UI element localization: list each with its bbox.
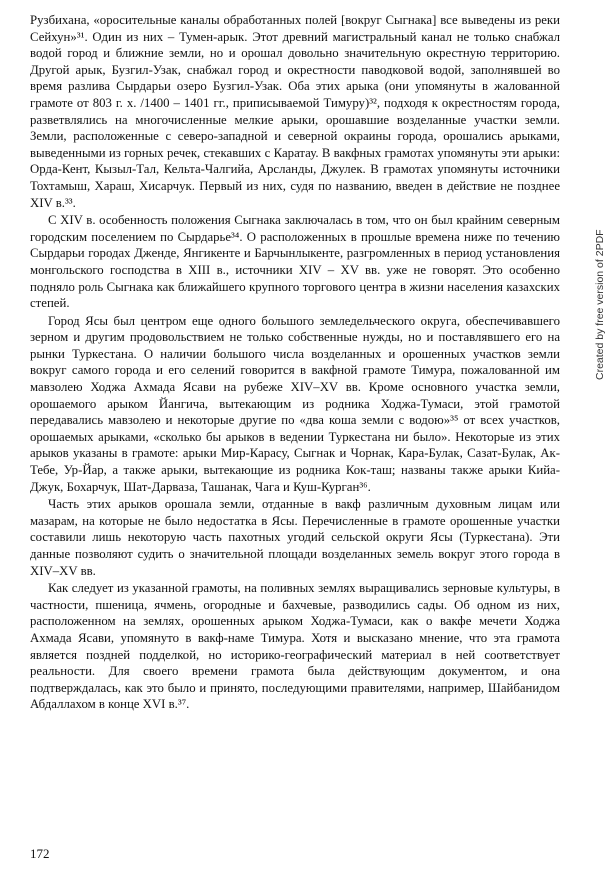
watermark [582,180,606,380]
page-number: 172 [30,846,50,861]
paragraph-5: Как следует из указанной грамоты, на поливных землях выращивались зерновые культуры, в частности, пшеница, ячмень, огородные и бахчевые, разводились сады. Об одном из них, расположенном на землях, орошенных арыком Ходжа-Тумаси, как о вакфе мечети Ходжа Ахмада Ясави, упомянуто в вакф-наме Тимура. Хотя и высказано мнение, что эта грамота является поздней подделкой, но историко-географический материал в ней соответствует реальности. Для своего времени грамота была действующим документом, и она подтверждалась, как это было и принято, последующими правителями, например, Шайбанидом Абдаллахом в конце XVI в.³⁷. [30,581,560,712]
paragraph-1: Рузбихана, «оросительные каналы обработанных полей [вокруг Сыгнака] все выведены из реки Сейхун»³¹. Один из них – Тумен-арык. Этот древний магистральный канал не только снабжал водой город и ближние земли, но и орошал довольно значительную окрестную территорию. Другой арык, Бузгил-Узак, снабжал город и окрестности паводковой водой, заполнявшей во время разлива Сырдарьи озеро Бузгил-Узак. Оба этих арыка (они упомянуты в жалованной грамоте от 803 г. х. /1400 – 1401 гг., приписываемой Тимуру)³², подходя к окрестностям города, разветвлялись на многочисленные мелкие арыки, орошавшие возделанные участки земли. Земли, расположенные с северо-западной и северной окраины города, орошались арыками, выведенными из горных речек, стекавших с Каратау. В вакфных грамотах упомянуты эти арыки: Орда-Кент, Кызыл-Тал, Кельта-Чалгийа, Арсланды, Джулек. В грамотах упомянуты источники Тохтамыш, Хараш, Хисарчук. Первый из них, судя по названию, введен в действие не позднее XIV в.³³. [30,13,560,210]
paragraph-4: Часть этих арыков орошала земли, отданные в вакф различным духовным лицам или мазарам, на которые не было недостатка в Ясы. Перечисленные в грамоте орошенные участки составили лишь некоторую часть пахотных угодий сельской округи Ясы (Туркестана). Эти данные позволяют судить о значительной площади возделанных земель вокруг этого города в XIV–XV вв. [30,497,560,578]
paragraph-2: С XIV в. особенность положения Сыгнака заключалась в том, что он был крайним северным городским поселением по Сырдарье³⁴. О расположенных в прошлые времена ниже по течению Сырдарьи городах Дженде, Янгикенте и Барчынлыкенте, разгромленных в период установления монгольского господства в XIII в., источники XIV – XV вв. уже не говорят. Это особенно подняло роль Сыгнака как ближайшего крупного торгового центра в жизни населения казахских степей. [30,213,560,311]
paragraph-3: Город Ясы был центром еще одного большого земледельческого округа, обеспечивавшего зерном и другим продовольствием не только собственные нужды, но и поставлявшего его на рынки Туркестана. О наличии большого числа возделанных и орошенных участков земли вокруг самого города и его селений говорится в вакфной грамоте Тимура, пожалованной им мавзолею Ходжа Ахмада Ясави на рубеже XIV–XV вв. Кроме основного участка земли, орошаемого арыком Йангича, вытекающим из родника Ходжа-Тумаси, этой грамотой передавались мавзолею и некоторые другие по «два коша земли с водою»³⁵ от всех участков, орошаемых арыками, «сколько бы арыков в ведении Туркестана ни было». Некоторые из этих арыков указаны в грамоте: арыки Мир-Карасу, Сыгнак и Чорнак, Кара-Булак, Сазат-Булак, Ак-Тебе, Ур-Йар, а также арыки, вытекающие из родника Кок-таш; названы также арыки Кийа-Джук, Бохарчук, Шат-Дарваза, Ташанак, Чага и Куш-Курган³⁶. [30,313,560,494]
page-body [30,12,560,713]
watermark-text: Created by free version of 2PDF [594,229,606,380]
